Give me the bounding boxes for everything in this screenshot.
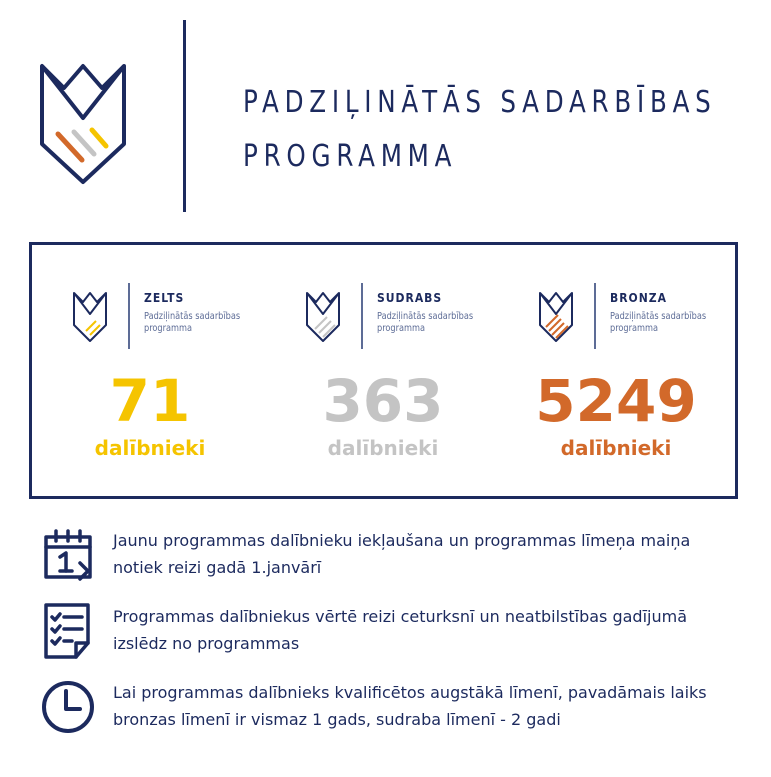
info-text: Programmas dalībniekus vērtē reizi ceturksnī un neatbilstības gadījumā izslēdz no programmas: [113, 607, 687, 653]
badge-divider: [594, 283, 596, 349]
tier-name: ZELTS: [144, 291, 185, 305]
info-text: Jaunu programmas dalībnieku iekļaušana un programmas līmeņa maiņa notiek reizi gadā 1.janvārī: [113, 531, 691, 577]
calendar-icon: [40, 527, 96, 583]
info-row-clock: [40, 679, 740, 743]
checklist-icon: [40, 603, 96, 659]
tier-subtitle: Padziļinātās sadarbības programma: [144, 311, 241, 334]
tier-subtitle: Padziļinātās sadarbības programma: [610, 311, 707, 334]
badge-divider: [128, 283, 130, 349]
info-text: Lai programmas dalībnieks kvalificētos augstākā līmenī, pavadāmais laiks bronzas līmenī ir vismaz 1 gads, sudraba līmenī - 2 gadi: [113, 683, 707, 729]
page-title: [243, 76, 717, 184]
tier-count: 5249: [535, 367, 697, 435]
tier-badge: [305, 283, 505, 349]
tier-name: BRONZA: [610, 291, 667, 305]
tier-label: dalībnieki: [94, 436, 206, 460]
title-line-2: PROGRAMMA: [243, 139, 458, 174]
tier-badge: [538, 283, 738, 349]
info-row-calendar: [40, 527, 740, 591]
tier-silver: [265, 245, 501, 496]
tier-bronze: [498, 245, 734, 496]
tier-subtitle: Padziļinātās sadarbības programma: [377, 311, 474, 334]
program-logo: [38, 58, 128, 186]
bronze-logo-icon: [538, 289, 574, 343]
tier-label: dalībnieki: [327, 436, 439, 460]
tier-count: 71: [109, 367, 191, 435]
tier-stats-panel: [29, 242, 738, 499]
info-row-checklist: [40, 603, 740, 667]
tier-label: dalībnieki: [560, 436, 672, 460]
tier-count: 363: [322, 367, 444, 435]
header-divider: [183, 20, 186, 212]
tier-badge: [72, 283, 272, 349]
badge-divider: [361, 283, 363, 349]
gold-logo-icon: [72, 289, 108, 343]
clock-icon: [40, 679, 96, 735]
tier-gold: [32, 245, 268, 496]
tier-name: SUDRABS: [377, 291, 443, 305]
title-line-1: PADZIĻINĀTĀS SADARBĪBAS: [243, 85, 717, 120]
silver-logo-icon: [305, 289, 341, 343]
